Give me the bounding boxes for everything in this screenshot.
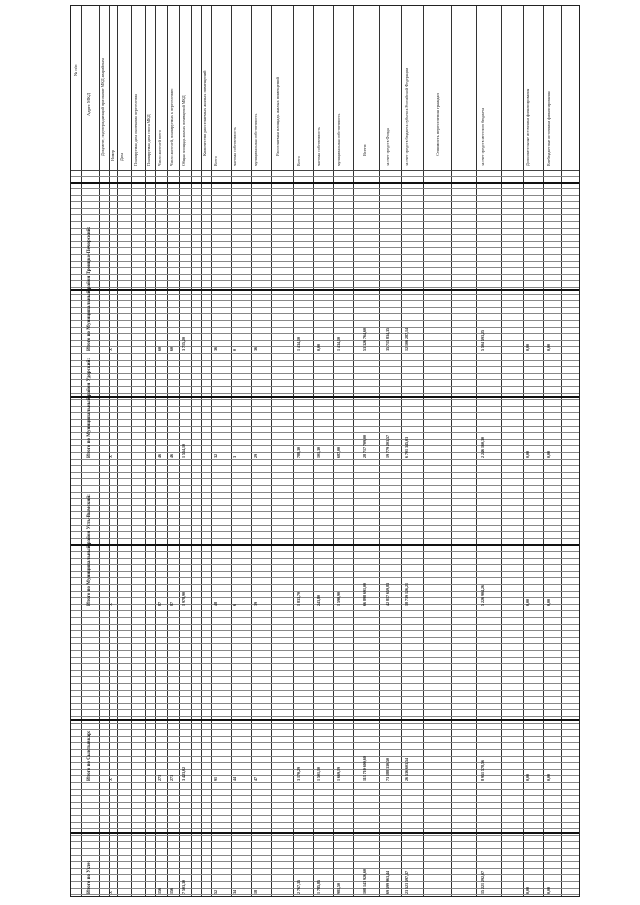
- table-row: [71, 683, 579, 684]
- section-fund: 42 817 659,83: [385, 583, 390, 606]
- table-row: [71, 492, 579, 493]
- section-nonfin: 0,00: [546, 887, 551, 894]
- section-total: 48: [213, 602, 218, 606]
- table-row: [71, 822, 579, 823]
- header-area-group: Расселяемая площадь жилых помещений: [275, 77, 280, 156]
- section-private: 0: [232, 349, 237, 351]
- table-row: [71, 762, 579, 763]
- table-row: [71, 393, 579, 394]
- section-total: 91: [213, 777, 218, 781]
- section-local: 15 221 292,07: [480, 871, 485, 894]
- section-nonfin: 0,00: [546, 774, 551, 781]
- section-residents: 87: [157, 602, 162, 606]
- header-planned-demolition: Планируемая дата сноса МКД: [146, 114, 151, 166]
- table-row: [71, 261, 579, 262]
- table-row: [71, 439, 579, 440]
- table-row: [71, 247, 579, 248]
- section-total: 32: [213, 454, 218, 458]
- table-row: [71, 742, 579, 743]
- section-area-total: 3 170,29: [296, 767, 301, 781]
- table-row: [71, 855, 579, 856]
- table-row: [71, 709, 579, 710]
- table-row: [71, 637, 579, 638]
- section-area: 3 423,02: [181, 767, 186, 781]
- table-row: [71, 868, 579, 869]
- table-row: [71, 201, 579, 202]
- section-area-private: 101,30: [316, 447, 321, 458]
- table-row: [71, 386, 579, 387]
- table-row: [71, 505, 579, 506]
- section-residents: 273: [157, 775, 162, 781]
- table-row: [71, 756, 579, 757]
- table-row: [71, 716, 579, 717]
- table-row: [71, 670, 579, 671]
- table-row: [71, 723, 579, 724]
- table-row: [71, 795, 579, 796]
- table-row: [71, 703, 579, 704]
- table-row: [71, 736, 579, 737]
- table-row: [71, 551, 579, 552]
- section-private: 3: [232, 456, 237, 458]
- header-cost-total: Всего:: [362, 143, 367, 156]
- table-row: [71, 802, 579, 803]
- section-residents: 60: [157, 347, 162, 351]
- section-region: 18 739 126,21: [404, 583, 409, 606]
- table-row: [71, 749, 579, 750]
- section-municipal: 18: [253, 890, 258, 894]
- section-residents: 156: [157, 888, 162, 894]
- units-row-border: [71, 176, 579, 177]
- table-row: [71, 452, 579, 453]
- table-row: [71, 808, 579, 809]
- section-area-municipal: 1 590,90: [336, 592, 341, 606]
- section-total: 52: [213, 890, 218, 894]
- header-extra: Дополнительные источники финансирования: [525, 88, 530, 166]
- table-row: [71, 267, 579, 268]
- table-row: [71, 848, 579, 849]
- table-row: [71, 782, 579, 783]
- table-row: [71, 518, 579, 519]
- section-divider: [71, 396, 579, 398]
- table-row: [71, 307, 579, 308]
- section-area: 1 978,90: [181, 592, 186, 606]
- section-area-private: 1 501,10: [316, 767, 321, 781]
- header-bottom-border: [71, 170, 579, 171]
- table-row: [71, 320, 579, 321]
- section-cost-total: 113 710 600,60: [362, 756, 367, 781]
- section-divider: [71, 544, 579, 546]
- table-row: [71, 445, 579, 446]
- table-row: [71, 208, 579, 209]
- section-residents: 46: [157, 454, 162, 458]
- section-x: X: [108, 348, 113, 351]
- table-row: [71, 591, 579, 592]
- table-row: [71, 234, 579, 235]
- table-row: [71, 426, 579, 427]
- header-premises-group: Количество расселяемых жилых помещений: [202, 70, 207, 156]
- col-numbers-row-border: [71, 182, 579, 184]
- table-row: [71, 729, 579, 730]
- section-local: 2 246 160,30: [480, 437, 485, 458]
- header-premises-private: частная собственность: [232, 127, 237, 166]
- section-cost-total: 28 717 709,00: [362, 435, 367, 458]
- section-fund: 73 188 330,50: [385, 758, 390, 781]
- table-row: [71, 617, 579, 618]
- section-area-municipal: 981,50: [336, 883, 341, 894]
- header-planned-end: Планируемая дата окончания переселения: [133, 93, 138, 166]
- section-divider: [71, 289, 579, 291]
- table-row: [71, 888, 579, 889]
- section-title: Итого по Ухте:: [87, 860, 92, 894]
- section-title: Итого по Сыктывкар:: [87, 730, 92, 781]
- section-area-municipal: 687,00: [336, 447, 341, 458]
- section-area-total: 1 434,10: [296, 337, 301, 351]
- table-row: [71, 399, 579, 400]
- table-row: [71, 241, 579, 242]
- section-area-total: 1 833,70: [296, 592, 301, 606]
- section-municipal: 39: [253, 602, 258, 606]
- table-row: [71, 597, 579, 598]
- section-title: Итого по Муниципальный район Удорский:: [87, 357, 92, 458]
- section-extra: 0,00: [525, 451, 530, 458]
- table-row: [71, 828, 579, 829]
- table-row: [71, 327, 579, 328]
- table-row: [71, 346, 579, 347]
- table-row: [71, 789, 579, 790]
- table-row: [71, 313, 579, 314]
- table-row: [71, 379, 579, 380]
- header-doc-number: Номер: [110, 149, 115, 161]
- table-row: [71, 498, 579, 499]
- section-nonfin: 0,00: [546, 451, 551, 458]
- section-x: X: [108, 603, 113, 606]
- table-row: [71, 472, 579, 473]
- section-region: 6 701 345,03: [404, 437, 409, 458]
- section-local: 8 951 578,56: [480, 760, 485, 781]
- table-row: [71, 294, 579, 295]
- section-nonfin: 0,00: [546, 344, 551, 351]
- header-cost-group: Стоимость переселения граждан: [435, 93, 440, 156]
- table-row: [71, 650, 579, 651]
- table-row: [71, 690, 579, 691]
- table-row: [71, 861, 579, 862]
- section-area: 7 503,30: [181, 880, 186, 894]
- section-municipal: 36: [253, 347, 258, 351]
- table-row: [71, 511, 579, 512]
- section-fund: 19 779 203,57: [385, 435, 390, 458]
- table-row: [71, 300, 579, 301]
- table-row: [71, 373, 579, 374]
- section-title: Итого по Муниципальный район Троицко-Печорский:: [87, 226, 92, 351]
- section-extra: 0,00: [525, 774, 530, 781]
- table-row: [71, 287, 579, 288]
- section-region: 26 536 603,54: [404, 758, 409, 781]
- table-row: [71, 221, 579, 222]
- header-premises-total: Всего: [213, 156, 218, 166]
- section-local: 5 226 904,26: [480, 585, 485, 606]
- section-residents-plan: 273: [169, 775, 174, 781]
- table-row: [71, 643, 579, 644]
- table-row: [71, 775, 579, 776]
- table-row: [71, 604, 579, 605]
- table-row: [71, 366, 579, 367]
- table-row: [71, 406, 579, 407]
- table-row: [71, 531, 579, 532]
- table-row: [71, 340, 579, 341]
- table-row: [71, 525, 579, 526]
- section-cost-total: 66 898 691,00: [362, 583, 367, 606]
- table-row: [71, 558, 579, 559]
- section-residents-plan: 60: [169, 347, 174, 351]
- table-row: [71, 432, 579, 433]
- section-x: X: [108, 778, 113, 781]
- table-row: [71, 874, 579, 875]
- table-row: [71, 894, 579, 895]
- section-divider: [71, 832, 579, 834]
- table-row: [71, 584, 579, 585]
- section-residents-plan: 156: [169, 888, 174, 894]
- section-cost-total: 108 143 926,60: [362, 869, 367, 894]
- table-row: [71, 881, 579, 882]
- header-residents-plan: Число жителей, планируемых к переселению: [169, 88, 174, 166]
- table-row: [71, 676, 579, 677]
- table-row: [71, 630, 579, 631]
- table-row: [71, 769, 579, 770]
- table-row: [71, 465, 579, 466]
- table-row: [71, 485, 579, 486]
- table-row: [71, 564, 579, 565]
- section-divider: [71, 719, 579, 721]
- section-area-municipal: 1 434,10: [336, 337, 341, 351]
- table-row: [71, 696, 579, 697]
- header-address: Адрес МКД: [86, 92, 91, 116]
- header-area-municipal: муниципальная собственность: [336, 113, 341, 166]
- table-row: [71, 663, 579, 664]
- table-row: [71, 478, 579, 479]
- table-row: [71, 419, 579, 420]
- table-row: [71, 360, 579, 361]
- header-area-private: частная собственность: [316, 127, 321, 166]
- table-row: [71, 577, 579, 578]
- table-row: [71, 228, 579, 229]
- table-row: [71, 538, 579, 539]
- header-fund: за счет средств Фонда: [385, 128, 390, 166]
- section-municipal: 29: [253, 454, 258, 458]
- section-area-total: 2 767,35: [296, 880, 301, 894]
- header-nonfin: Внебюджетные источники финансирования: [546, 91, 551, 166]
- section-title: Итого по Муниципальный район Усть-Вымский:: [87, 494, 92, 606]
- section-area-municipal: 1 669,19: [336, 767, 341, 781]
- header-doc-date: Дата: [119, 153, 124, 161]
- section-area-private: 1 785,85: [316, 880, 321, 894]
- table-row: [71, 835, 579, 836]
- table-row: [71, 280, 579, 281]
- section-area-private: 0,00: [316, 344, 321, 351]
- section-nonfin: 0,00: [546, 599, 551, 606]
- section-cost-total: 53 326 764,60: [362, 328, 367, 351]
- table-row: [71, 274, 579, 275]
- header-premises-municipal: муниципальная собственность: [253, 113, 258, 166]
- header-document: Документ, подтверждающий признание МКД аварийным: [100, 58, 105, 156]
- header-area-total: Всего: [296, 156, 301, 166]
- section-area: 1 554,10: [181, 444, 186, 458]
- section-residents-plan: 87: [169, 602, 174, 606]
- section-fund: 69 599 963,44: [385, 871, 390, 894]
- table-row: [71, 254, 579, 255]
- header-total-area: Общая площадь жилых помещений МКД: [181, 95, 186, 166]
- table-row: [71, 412, 579, 413]
- table-row: [71, 610, 579, 611]
- section-extra: 0,00: [525, 599, 530, 606]
- table-row: [71, 571, 579, 572]
- header-local: за счет средств местного бюджета: [480, 107, 485, 166]
- section-municipal: 47: [253, 777, 258, 781]
- section-residents-plan: 46: [169, 454, 174, 458]
- section-local: 5 504 593,25: [480, 330, 485, 351]
- section-x: X: [108, 891, 113, 894]
- table-row: [71, 333, 579, 334]
- table-row: [71, 841, 579, 842]
- header-number: № п/п: [73, 64, 78, 76]
- header-region: за счет средств бюджета субъекта Российской Федерации: [404, 68, 409, 166]
- header-residents: Число жителей всего: [157, 130, 162, 166]
- table-row: [71, 815, 579, 816]
- rotated-table-sheet: [70, 5, 580, 897]
- table-row: [71, 459, 579, 460]
- section-private: 6: [232, 604, 237, 606]
- table-row: [71, 214, 579, 215]
- table-row: [71, 624, 579, 625]
- section-area-total: 788,30: [296, 447, 301, 458]
- section-region: 12 106 287,14: [404, 328, 409, 351]
- section-fund: 35 715 834,35: [385, 328, 390, 351]
- section-region: 23 523 597,37: [404, 871, 409, 894]
- section-x: X: [108, 455, 113, 458]
- table-row: [71, 657, 579, 658]
- section-area-private: 243,80: [316, 595, 321, 606]
- table-row: [71, 353, 579, 354]
- section-private: 34: [232, 890, 237, 894]
- section-total: 36: [213, 347, 218, 351]
- section-private: 44: [232, 777, 237, 781]
- section-extra: 0,00: [525, 887, 530, 894]
- section-area: 3 715,20: [181, 337, 186, 351]
- table-row: [71, 195, 579, 196]
- section-extra: 0,00: [525, 344, 530, 351]
- table-row: [71, 188, 579, 189]
